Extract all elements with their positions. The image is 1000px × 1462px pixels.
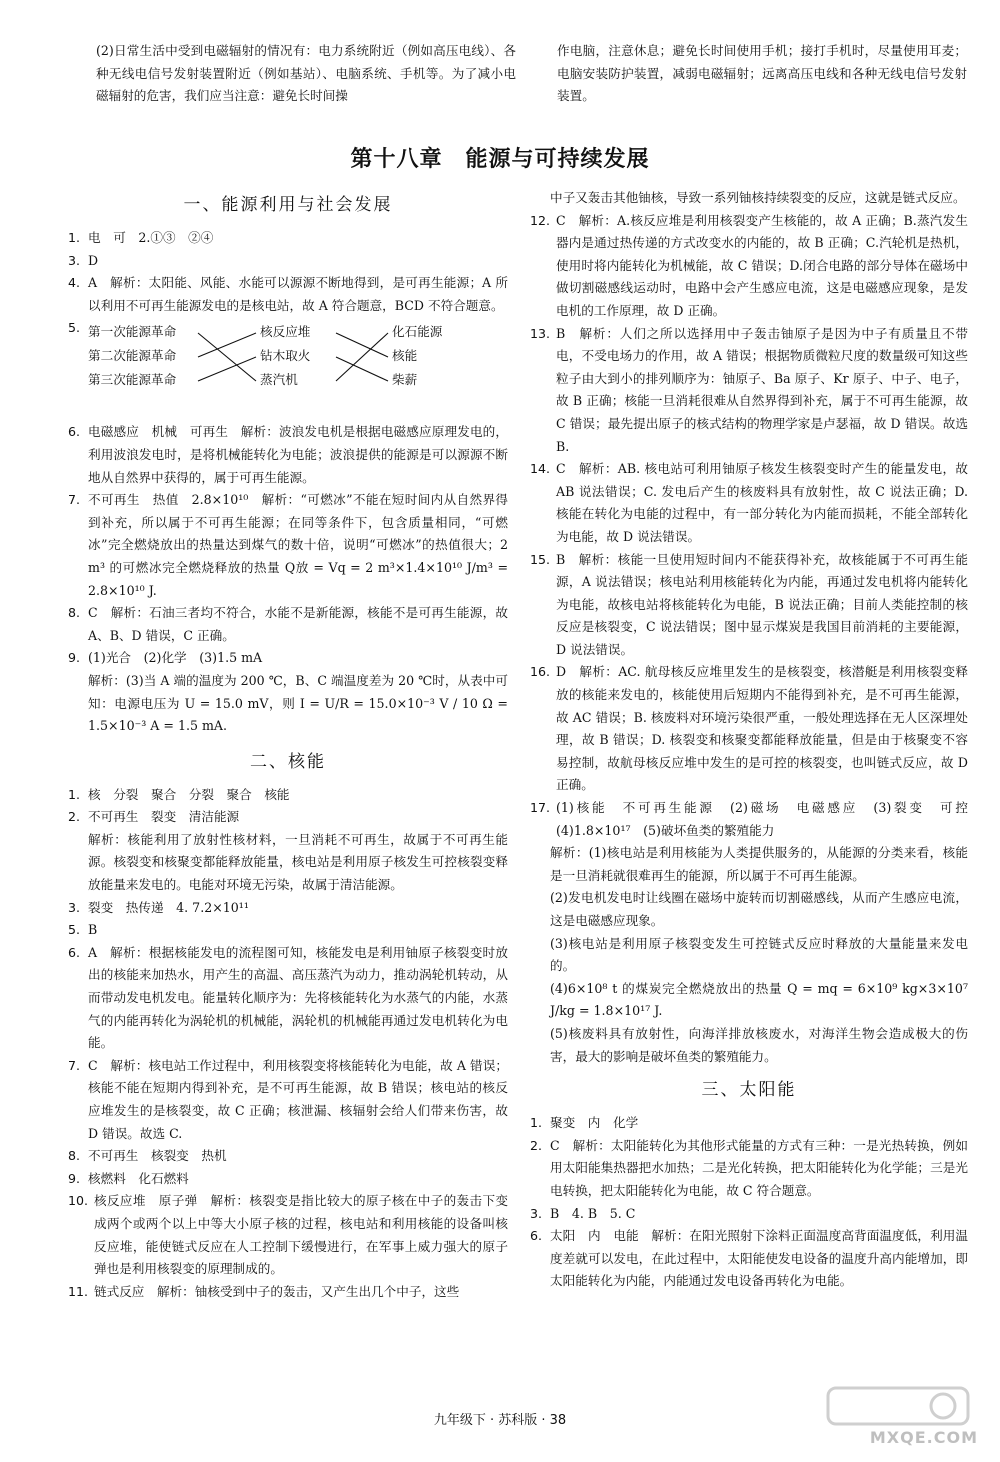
answer-item [68,250,508,273]
item-text: 不可再生 热值 2.8×10¹⁰ 解析：“可燃冰”不能在短时间内从自然界得到补充，所以属于不可再生能源；在同等条件下，包含质量相同，“可燃冰”完全燃烧放出的热量达到煤气的数十倍，说明“可燃冰”的热值很大；2 m³ 的可燃冰完全燃烧释放的热量 Q放 = Vq = 2 m³×1.4×10¹⁰ J/m³ = 2.8×10¹⁰ J. [88,492,508,598]
item-number: 2. [530,1137,543,1153]
page-footer: 九年级下 · 苏科版 · 38 [433,1413,567,1428]
item-text: C 解析：A.核反应堆是利用核裂变产生核能的，故 A 正确；B.蒸汽发生器内是通过热传递的方式改变水的内能的，故 B 正确；C.汽轮机是热机，使用时将内能转化为机械能，故 C 错误；D.闭合电路的部分导体在磁场中做切割磁感线运动时，电路中会产生感应电流，这是电磁感应现象，是发电机的工作原理，故 D 正确。 [556,212,968,318]
item-text: 裂变 热传递 4. 7.2×10¹¹ [88,899,249,915]
item-number: 4. [68,275,81,291]
answer-item [530,549,968,662]
item-number: 15. [530,551,551,567]
item-number: 6. [68,944,81,960]
item-number: 6. [68,424,81,440]
item-number: 9. [68,1170,81,1186]
answer-list [68,227,508,317]
answer-item [68,1055,508,1145]
paragraph: 中子又轰击其他铀核，导致一系列铀核持续裂变的反应，这就是链式反应。 [550,190,966,205]
analysis-paragraph: (4)6×10⁸ t 的煤炭完全燃烧放出的热量 Q = mq = 6×10⁹ kg×3×10⁷ J/kg = 1.8×10¹⁷ J. [550,980,968,1019]
item-number: 1. [68,230,81,245]
right-column [530,187,981,1293]
answer-item [68,647,508,670]
analysis-text: 解析：核能利用了放射性核材料，一旦消耗不可再生，故属于不可再生能源。核裂变和核聚变都能释放能量，核电站是利用原子核发生可控核裂变释放能量来发电的。电能对环境无污染，故属于清洁能源。 [88,831,508,893]
item-number: 8. [68,605,81,621]
item-text: D [88,252,99,268]
answer-item [530,1135,968,1203]
answer-item [530,210,968,323]
answer-item [530,661,968,797]
watermark-text: MXQE.COM [869,1428,978,1448]
match-right-item: 核能 [392,348,418,364]
item-text: 聚变 内 化学 [550,1115,639,1131]
item-number: 11. [68,1283,89,1299]
analysis-paragraph: (5)核废料具有放射性，向海洋排放核废水，对海洋生物会造成极大的伤害，最大的影响是破坏鱼类的繁殖能力。 [550,1025,968,1064]
item-text: 电 可 2.①③ ②④ [88,230,214,245]
item-number: 14. [530,461,551,477]
item-number: 9. [68,650,81,666]
item-number: 17. [530,800,551,816]
analysis-paragraph: 解析：(1)核电站是利用核能为人类提供服务的，从能源的分类来看，核能是一旦消耗就很难再生的能源，所以属于不可再生能源。 [550,845,968,883]
item-text: B [88,922,98,938]
answer-list [530,210,981,843]
chapter-title: 第十八章 能源与可持续发展 [350,147,650,172]
match-left-item: 第三次能源革命 [88,372,177,388]
item-number: 10. [68,1193,89,1209]
section-title: 二、核能 [250,751,326,772]
item-number: 5. [68,320,81,336]
match-mid-item: 蒸汽机 [260,372,298,388]
answer-item [530,797,981,842]
answer-item [68,272,508,317]
left-column [68,187,508,1303]
match-left-item: 第一次能源革命 [88,324,177,340]
item-number: 3. [68,899,81,915]
answer-item [530,1203,968,1226]
answer-item [68,897,508,920]
answer-item [530,1225,968,1293]
answer-item [68,1145,508,1168]
section-title: 一、能源利用与社会发展 [183,195,393,215]
continued-text-left [96,40,516,108]
item-text: (1)核能 不可再生能源 (2)磁场 电磁感应 (3)裂变 可控 (4)1.8×10¹⁷ (5)破坏鱼类的繁殖能力 [556,800,981,838]
answer-item [530,323,968,459]
item-text: 核燃料 化石燃料 [88,1170,189,1186]
watermark-logo [818,1384,978,1450]
answer-item [68,942,508,1055]
analysis-paragraph: (3)核电站是利用原子核裂变发生可控链式反应时释放的大量能量来发电的。 [550,935,968,974]
paragraph: 作电脑，注意休息；避免长时间使用手机；接打手机时，尽量使用耳麦；电脑安装防护装置，减弱电磁辐射；远离高压电线和各种无线电信号发射装置。 [557,43,967,104]
item-text: 太阳 内 电能 解析：在阳光照射下涂料正面温度高背面温度低，利用温度差就可以发电，在此过程中，太阳能使发电设备的温度升高内能增加，即太阳能转化为内能，内能通过发电设备再转化为电能。 [550,1228,968,1289]
item-number: 2. [68,809,81,825]
answer-item [68,1168,508,1191]
match-line [198,333,256,357]
item-text: A 解析：根据核能发电的流程图可知，核能发电是利用铀原子核裂变时放出的核能来加热水，用产生的高温、高压蒸汽为动力，推动涡轮机转动，从而带动发电机发电。能量转化顺序为：先将核能转化为水蒸气的内能，水蒸气的内能再转化为涡轮机的机械能，涡轮机的机械能再通过发电机转化为电能。 [88,944,508,1051]
item-text: 不可再生 裂变 清洁能源 [88,809,240,825]
match-line [198,333,256,381]
item-text: B 4. B 5. C [550,1205,636,1221]
answer-item [68,919,508,942]
item-number: 7. [68,492,81,508]
item-text: 电磁感应 机械 可再生 解析：波浪发电机是根据电磁感应原理发电的，利用波浪发电时，是将机械能转化为电能；波浪提供的能源是可以源源不断地从自然界中获得的，属于可再生能源。 [88,424,508,485]
item-text: 链式反应 解析：铀核受到中子的轰击，又产生出几个中子，这些 [94,1283,460,1299]
item-text: 不可再生 核裂变 热机 [88,1148,227,1164]
answer-item [68,1281,508,1304]
item-text: C 解析：AB. 核电站可利用铀原子核发生核裂变时产生的能量发电，故 AB 说法错误；C. 发电后产生的核废料具有放射性，故 C 说法正确；D. 核能在转化为电能的过程中，有一部分转化为内能而损耗，不能全部转化为电能，故 D 说法错误。 [556,461,968,544]
answer-item [68,421,508,489]
item-text: C 解析：石油三者均不符合，水能不是新能源，核能不是可再生能源，故 A、B、D 错误，C 正确。 [88,605,508,643]
item-number: 5. [68,922,81,938]
item-number: 1. [68,786,81,802]
matching-question [68,317,508,421]
item-number: 1. [530,1115,543,1131]
match-mid-item: 核反应堆 [260,324,311,340]
answer-item [68,489,508,602]
item-text: 核 分裂 聚合 分裂 聚合 核能 [88,786,290,802]
item-number: 6. [530,1228,543,1244]
answer-list [68,897,508,1304]
section-title: 三、太阳能 [701,1080,797,1101]
analysis-text [530,842,968,1068]
item-number: 3. [530,1205,543,1221]
analysis-text: 解析：(3)当 A 端的温度为 200 ℃，B、C 端温度差为 20 ℃时，从表中可知：电源电压为 U = 15.0 mV，则 I = U/R = 15.0×10⁻³ V / 10 Ω = 1.5×10⁻³ A = 1.5 mA. [88,672,508,734]
answer-list [68,784,508,829]
item-number: 8. [68,1148,81,1164]
continued-text-right [557,40,967,108]
item-number: 12. [530,212,551,228]
item-number: 13. [530,325,551,341]
match-line [336,333,388,381]
answer-item [68,784,508,807]
answer-item [68,806,508,829]
item-number: 16. [530,664,551,680]
item-text: B 解析：人们之所以选择用中子轰击铀原子是因为中子有质量且不带电，不受电场力的作用，故 A 错误；根据物质微粒尺度的数量级可知这些粒子由大到小的排列顺序为：铀原子、Ba 原子、Kr 原子、中子、电子，故 B 正确；核能一旦消耗很难从自然界得到补充，属于不可再生能源，故 C 错误；最先提出原子的核式结构的物理学家是卢瑟福，故 D 错误。故选 B. [556,325,968,454]
answer-item [68,1190,508,1280]
matching-diagram [88,319,508,415]
analysis-paragraph: (2)发电机发电时让线圈在磁场中旋转而切割磁感线，从而产生感应电流，这是电磁感应现象。 [550,890,968,928]
match-line [336,357,388,381]
item-text: (1)光合 (2)化学 (3)1.5 mA [88,650,263,666]
item-text: C 解析：太阳能转化为其他形式能量的方式有三种：一是光热转换，例如用太阳能集热器把水加热；二是光化转换，把太阳能转化为化学能；三是光电转换，把太阳能转化为电能，故 C 符合题意。 [550,1137,968,1198]
item-number: 7. [68,1057,81,1073]
match-line [198,357,256,381]
item-text: 核反应堆 原子弹 解析：核裂变是指比较大的原子核在中子的轰击下变成两个或两个以上中等大小原子核的过程，核电站和利用核能的设备叫核反应堆，能使链式反应在人工控制下缓慢进行，在军事上威力强大的原子弹也是利用核裂变的原理制成的。 [94,1193,508,1277]
answer-item [68,227,508,250]
item-text: D 解析：AC. 航母核反应堆里发生的是核裂变，核潜艇是利用核裂变释放的核能来发电的，核能使用后短期内不能得到补充，是不可再生能源，故 AC 错误；B. 核废料对环境污染很严重，一般处理选择在无人区深埋处理，故 B 错误；D. 核裂变和核聚变都能释放能量，但是由于核聚变不容易控制，故航母核反应堆中发生的是可控的核裂变，也叫链式反应，故 D 正确。 [556,664,968,793]
match-mid-item: 钻木取火 [260,348,311,364]
answer-item [530,458,968,548]
paragraph: (2)日常生活中受到电磁辐射的情况有：电力系统附近（例如高压电线）、各种无线电信号发射装置附近（例如基站）、电脑系统、手机等。为了减小电磁辐射的危害，我们应当注意：避免长时间操 [96,43,516,104]
answer-list [68,421,508,670]
item-text: C 解析：核电站工作过程中，利用核裂变将核能转化为电能，故 A 错误；核能不能在短期内得到补充，是不可再生能源，故 B 错误；核电站的核反应堆发生的是核裂变，故 C 正确；核泄漏、核辐射会给人们带来伤害，故 D 错误。故选 C. [88,1057,508,1141]
item-text: B 解析：核能一旦使用短时间内不能获得补充，故核能属于不可再生能源，A 说法错误；核电站利用核能转化为内能，再通过发电机将内能转化为电能，故核电站将核能转化为电能，B 说法正确；目前人类能控制的核反应是核裂变，C 说法错误；图中显示煤炭是我国目前消耗的主要能源，D 说法错误。 [556,551,968,657]
answer-list [530,1112,968,1293]
answer-item [530,1112,968,1135]
item-text: A 解析：太阳能、风能、水能可以源源不断地得到，是可再生能源；A 所以利用不可再生能源发电的是核电站，故 A 符合题意，BCD 不符合题意。 [88,275,508,313]
match-left-item: 第二次能源革命 [88,348,177,364]
match-right-item: 化石能源 [392,324,443,340]
match-line [336,333,388,357]
match-right-item: 柴薪 [392,372,418,388]
item-number: 3. [68,252,81,268]
answer-item [68,602,508,647]
